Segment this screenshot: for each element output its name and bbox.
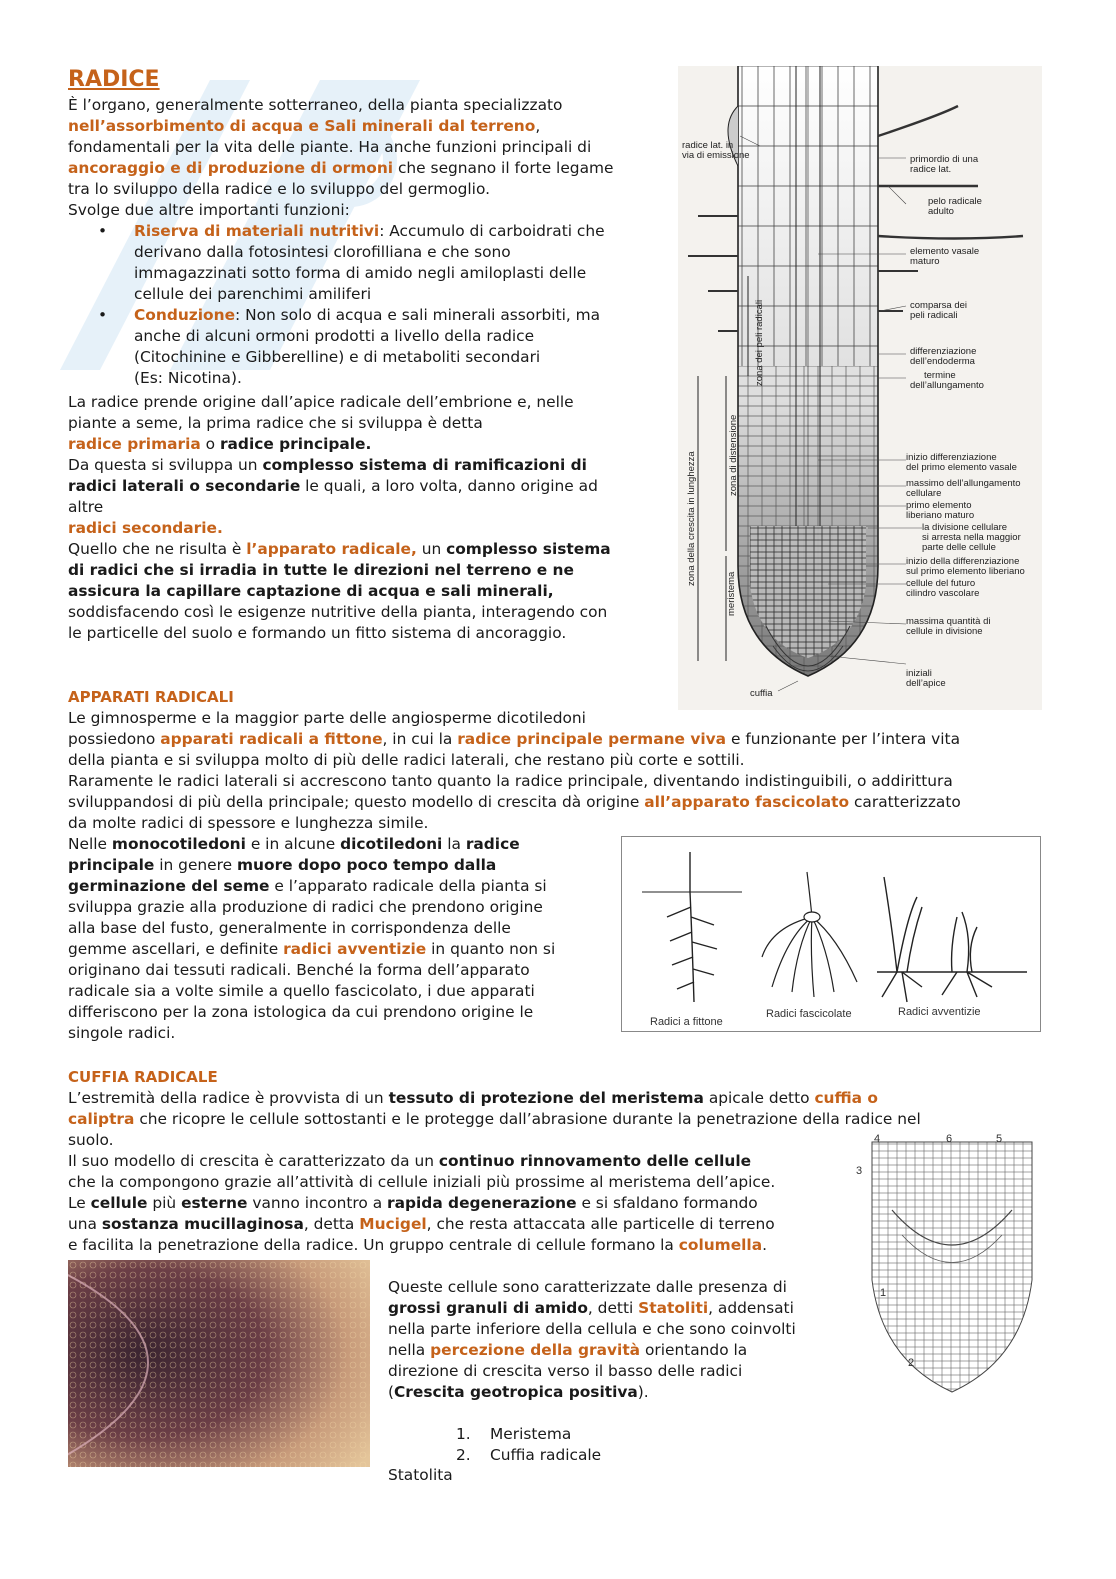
cap-number: 3 xyxy=(856,1165,863,1177)
root-tip-diagram xyxy=(678,66,1042,710)
diagram-label: dell’allungamento xyxy=(910,380,984,391)
fibrous-roots-drawing xyxy=(762,872,857,997)
bullet-term: Conduzione xyxy=(134,306,236,324)
diagram-label: cellule in divisione xyxy=(906,626,983,637)
zone-label: meristema xyxy=(726,571,737,616)
diagram-label: dell’apice xyxy=(906,678,946,689)
diagram-label: parte delle cellule xyxy=(922,542,996,553)
diagram-label: comparsa dei xyxy=(910,300,968,311)
text-line: È l’organo, generalmente sotterraneo, della pianta specializzato xyxy=(68,96,563,114)
cap-number: 6 xyxy=(946,1133,953,1145)
diagram-label: radice lat. xyxy=(910,164,952,175)
origin-paragraph: La radice prende origine dall’apice radicale dell’embrione e, nelle piante a seme, la prima radice che si sviluppa è detta radice primaria o radice principale. Da questa si sviluppa un complesso sistema di ramificazioni di radici laterali o secondarie le quali, a loro volta, danno origine ad altre radici secondarie. Quello che ne risulta è l’apparato radicale, un complesso sistema di radici che si irradia in tutte le direzioni nel terreno e ne assicura la capillare captazione di acqua e sali minerali, soddisfacendo così le esigenze nutritive della pianta, interagendo con le particelle del suolo e formando un fitto sistema di ancoraggio. xyxy=(68,393,611,642)
diagram-label: inizio della differenziazione xyxy=(906,556,1020,567)
list-item: • Riserva di materiali nutritivi: Accumulo di carboidrati che derivano dalla fotosintesi clorofilliana e che sono immagazzinati sotto forma di amido negli amiloplasti delle cellule dei parenchimi amiliferi xyxy=(98,222,605,303)
text-line: fondamentali per la vita delle piante. Ha anche funzioni principali di xyxy=(68,138,592,156)
diagram-label: del primo elemento vasale xyxy=(906,462,1017,473)
bullet-marker: • xyxy=(98,222,108,240)
diagram-label: sul primo elemento liberiano xyxy=(906,566,1025,577)
adventitious-roots-drawing xyxy=(877,877,1027,1002)
page-title: RADICE xyxy=(68,67,160,92)
diagram-label: pelo radicale xyxy=(928,196,982,207)
diagram-label: cilindro vascolare xyxy=(906,588,980,599)
diagram-label: dell’endoderma xyxy=(910,356,975,367)
list-item: 1. Meristema xyxy=(456,1425,572,1443)
bullet-term: Riserva di materiali nutritivi xyxy=(134,222,380,240)
diagram-label: radice lat. in xyxy=(682,140,734,151)
diagram-label: cuffia xyxy=(750,688,773,699)
figure-caption: Radici fascicolate xyxy=(766,1008,852,1020)
diagram-label: elemento vasale xyxy=(910,246,980,257)
root-cap-diagram xyxy=(852,1130,1042,1396)
diagram-label: inizio differenziazione xyxy=(906,452,997,463)
diagram-label: iniziali xyxy=(906,668,932,679)
taproot-drawing xyxy=(642,852,742,1002)
diagram-label: si arresta nella maggior xyxy=(922,532,1021,543)
text-line: nell’assorbimento di acqua e Sali minerali dal terreno, xyxy=(68,117,541,135)
diagram-label: differenziazione xyxy=(910,346,977,357)
cap-number: 1 xyxy=(880,1287,887,1299)
text-line: Svolge due altre importanti funzioni: xyxy=(68,201,350,219)
cap-number: 4 xyxy=(874,1133,881,1145)
diagram-label: peli radicali xyxy=(910,310,958,321)
apparati-section: APPARATI RADICALI Le gimnosperme e la maggior parte delle angiosperme dicotiledoni possiedono apparati radicali a fittone, in cui la radice principale permane viva e funzionante per l’intera vita della pianta e si sviluppa molto di più delle radici laterali, che restano più corte e sottili. Raramente le radici laterali si accrescono tanto quanto la radice principale, diventando indistinguibili, o addirittura sviluppandosi di più della principale; questo modello di crescita dà origine all’apparato fascicolato caratterizzato da molte radici di spessore e lunghezza simile. Nelle monocotiledoni e in alcune dicotiledoni la radice principale in genere muore dopo poco tempo dalla germinazione del seme e l’apparato radicale della pianta si sviluppa grazie alla produzione di radici che prendono origine alla base del fusto, generalmente in corrispondenza delle gemme ascellari, e definite radici avventizie in quanto non si originano dai tessuti radicali. Benché la forma dell’apparato radicale sia a volte simile a quello fascicolato, i due apparati differiscono per la zona istologica da cui prendono origine le singole radici. xyxy=(68,688,961,1042)
cuffia-section: CUFFIA RADICALE L’estremità della radice è provvista di un tessuto di protezione del meristema apicale detto cuffia o caliptra che ricopre le cellule sottostanti e le protegge dall’abrasione durante la penetrazione della radice nel suolo. Il suo modello di crescita è caratterizzato da un continuo rinnovamento delle cellule che la compongono grazie all’attività di cellule iniziali più prossime al meristema dell’apice. Le cellule più esterne vanno incontro a rapida degenerazione e si sfaldano formando una sostanza mucillaginosa, detta Mucigel, che resta attaccata alle particelle di terreno e facilita la penetrazione della radice. Un gruppo centrale di cellule formano la columella. xyxy=(68,1068,921,1254)
diagram-label: massimo dell’allungamento xyxy=(906,478,1021,489)
diagram-label: primordio di una xyxy=(910,154,979,165)
diagram-label: primo elemento xyxy=(906,500,972,511)
zone-label: zona dei peli radicali xyxy=(754,299,765,386)
diagram-label: maturo xyxy=(910,256,940,267)
intro-paragraph xyxy=(68,95,613,221)
numbered-list xyxy=(456,1424,601,1466)
section-heading: CUFFIA RADICALE xyxy=(68,1068,218,1086)
section-heading: APPARATI RADICALI xyxy=(68,688,234,706)
text-line: ancoraggio e di produzione di ormoni che segnano il forte legame xyxy=(68,159,614,177)
diagram-label: cellule del futuro xyxy=(906,578,976,589)
list-item: • Conduzione: Non solo di acqua e sali minerali assorbiti, ma anche di alcuni ormoni prodotti a livello della radice (Citochinine e Gibberelline) e di metaboliti secondari (Es: Nicotina). xyxy=(98,306,601,387)
zone-label: zona della crescita in lunghezza xyxy=(686,451,697,586)
diagram-label: adulto xyxy=(928,206,954,217)
text-line: tra lo sviluppo della radice e lo sviluppo del germoglio. xyxy=(68,180,490,198)
cap-number: 5 xyxy=(996,1133,1003,1145)
list-item: 2. Cuffia radicale xyxy=(456,1446,602,1464)
bullet-marker: • xyxy=(98,306,108,324)
bullet-list xyxy=(98,221,605,389)
diagram-label: massima quantità di xyxy=(906,616,991,627)
diagram-label: cellulare xyxy=(906,488,942,499)
diagram-label: via di emissione xyxy=(682,150,750,161)
statolita-label: Statolita xyxy=(388,1466,453,1484)
diagram-label: liberiano maturo xyxy=(906,510,975,521)
statoliti-paragraph: Queste cellule sono caratterizzate dalle presenza di grossi granuli di amido, detti Statoliti, addensati nella parte inferiore della cellula e che sono coinvolti nella percezione della gravità orientando la direzione di crescita verso il basso delle radici (Crescita geotropica positiva). xyxy=(388,1278,796,1401)
zone-label: zona di distensione xyxy=(728,414,739,496)
root-types-figure xyxy=(621,836,1041,1032)
root-cap-micrograph xyxy=(68,1260,370,1467)
diagram-label: la divisione cellulare xyxy=(922,522,1008,533)
cap-number: 2 xyxy=(908,1357,915,1369)
figure-caption: Radici avventizie xyxy=(898,1006,981,1018)
figure-caption: Radici a fittone xyxy=(650,1016,723,1028)
diagram-label: termine xyxy=(924,370,956,381)
